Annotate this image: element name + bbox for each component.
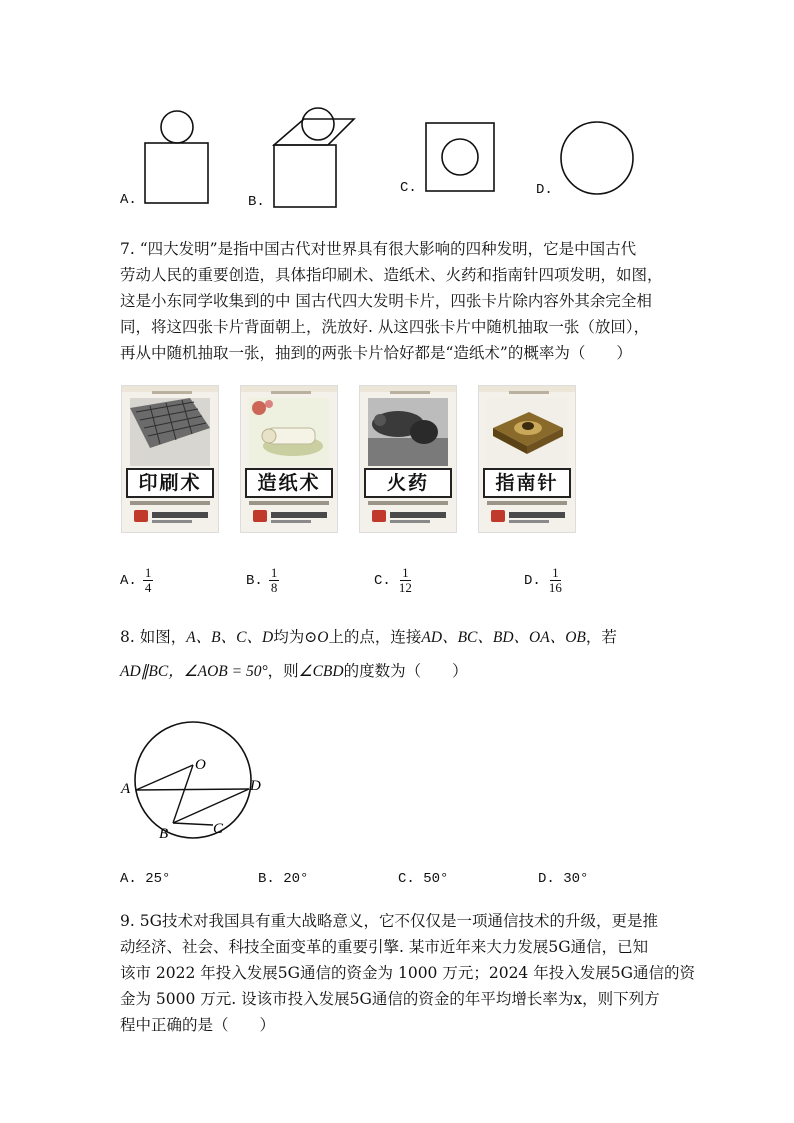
label-o: O: [195, 757, 206, 773]
q7-line-2: 劳动人民的重要创造，具体指印刷术、造纸术、火药和指南针四项发明，如图，: [120, 266, 663, 284]
q9-line-5: 程中正确的是（ ）: [120, 1016, 276, 1034]
q9-line-2: 动经济、社会、科技全面变革的重要引擎. 某市近年来大力发展5G通信，已知: [120, 938, 649, 956]
card-gunpowder: [359, 385, 457, 533]
q7-option-d-label: D.: [524, 573, 541, 590]
q6-option-b-label[interactable]: B.: [248, 194, 265, 210]
q7-option-a[interactable]: [120, 566, 153, 595]
cannon-image: [368, 398, 448, 466]
q7-option-a-label: A.: [120, 573, 137, 590]
q7-line-5: 再从中随机抽取一张，抽到的两张卡片恰好都是“造纸术”的概率为（ ）: [120, 344, 632, 362]
label-d: D: [250, 778, 261, 794]
q9-stem: [120, 908, 695, 1038]
q7-option-c[interactable]: [374, 566, 414, 595]
q7-option-d[interactable]: [524, 566, 564, 595]
paper-scroll-image: [249, 398, 329, 466]
printing-blocks-image: [130, 398, 210, 466]
card-papermaking: [240, 385, 338, 533]
label-a: A: [121, 781, 131, 797]
q9-line-3: 该市 2022 年投入发展5G通信的资金为 1000 万元；2024 年投入发展5G通信的资: [120, 964, 695, 982]
q8-line-2: AD∥BC，∠AOB = 50°，则∠CBD的度数为（ ）: [120, 662, 468, 680]
q6-figure-a: [140, 105, 220, 205]
compass-image: [487, 398, 567, 466]
q8-option-d[interactable]: D. 30°: [538, 871, 589, 887]
card-title-papermaking: 造纸术: [245, 468, 333, 498]
q8-option-c[interactable]: C. 50°: [398, 871, 449, 887]
card-printing: [121, 385, 219, 533]
label-c: C: [213, 821, 224, 837]
q6-figure-c: [424, 121, 496, 193]
fraction: $\frac{1}{8}$: [270, 565, 278, 595]
fraction: $\frac{1}{12}$: [398, 565, 412, 595]
q6-figure-d: [558, 120, 638, 196]
fraction: $\frac{1}{16}$: [548, 565, 562, 595]
q9-line-4: 金为 5000 万元. 设该市投入发展5G通信的资金的年平均增长率为x，则下列方: [120, 990, 660, 1008]
q8-option-a[interactable]: A. 25°: [120, 871, 171, 887]
q6-figure-b: [268, 105, 364, 210]
q7-option-c-label: C.: [374, 573, 391, 590]
q8-line-1: 8. 如图，A、B、C、D均为⊙O上的点，连接AD、BC、BD、OA、OB，若: [120, 628, 617, 646]
q9-line-1: 9. 5G技术对我国具有重大战略意义，它不仅仅是一项通信技术的升级，更是推: [120, 912, 658, 930]
q6-option-d-label[interactable]: D.: [536, 182, 553, 198]
q8-option-b[interactable]: B. 20°: [258, 871, 309, 887]
circle-symbol: ⊙: [304, 628, 318, 646]
label-b: B: [159, 826, 169, 842]
card-compass: [478, 385, 576, 533]
q7-option-b[interactable]: [246, 566, 279, 595]
q6-option-c-label[interactable]: C.: [400, 180, 417, 196]
card-title-compass: 指南针: [483, 468, 571, 498]
q6-option-a-label[interactable]: A.: [120, 192, 137, 208]
q7-line-3: 这是小东同学收集到的中 国古代四大发明卡片，四张卡片除内容外其余完全相: [120, 292, 652, 310]
card-title-printing: 印刷术: [126, 468, 214, 498]
q7-line-4: 同，将这四张卡片背面朝上，洗放好. 从这四张卡片中随机抽取一张（放回），: [120, 318, 650, 336]
q8-circle-figure: [116, 705, 276, 845]
q7-option-b-label: B.: [246, 573, 263, 590]
q7-stem: [120, 236, 663, 366]
card-title-gunpowder: 火药: [364, 468, 452, 498]
fraction: $\frac{1}{4}$: [144, 565, 152, 595]
q7-line-1: 7. “四大发明”是指中国古代对世界具有很大影响的四种发明，它是中国古代: [120, 240, 637, 258]
